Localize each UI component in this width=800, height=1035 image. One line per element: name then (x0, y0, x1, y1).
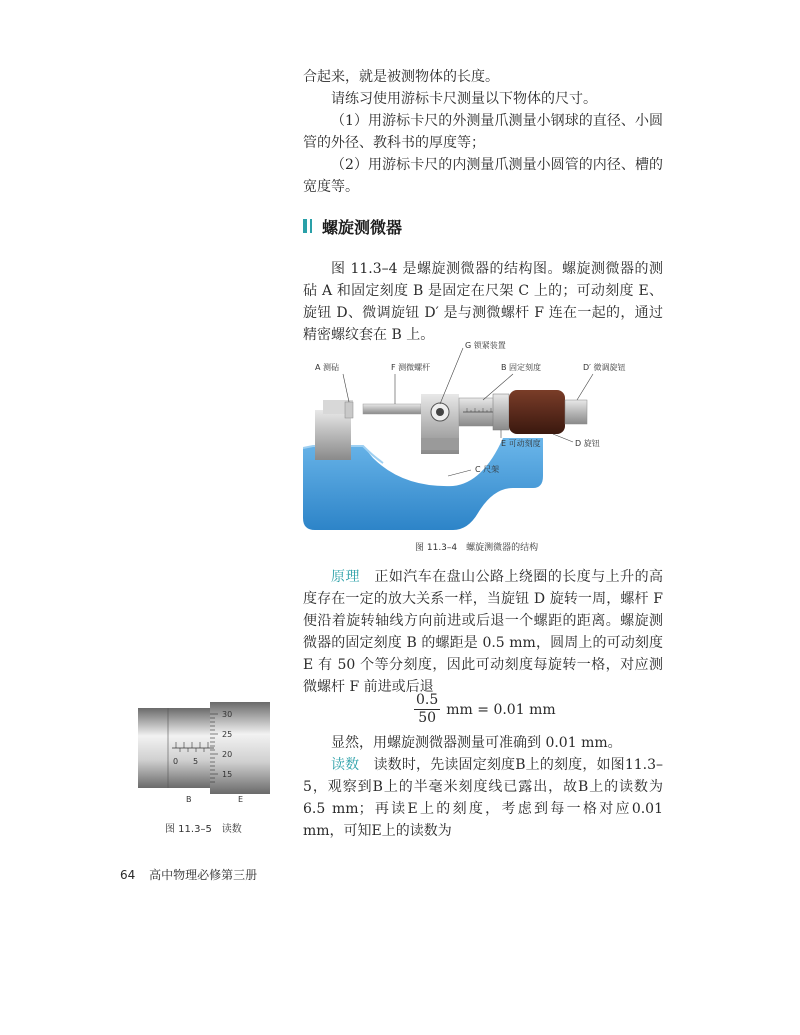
scale-label: 20 (222, 750, 233, 759)
intro-text: 图 11.3–4 是螺旋测微器的结构图。螺旋测微器的测砧 A 和固定刻度 B 是固定在尺架 C 上的；可动刻度 E、旋钮 D、微调旋钮 D′ 是与测微螺杆 F 连在一起的，通过精密螺纹套在 B 上。 (303, 261, 663, 343)
label-a: A 测砧 (315, 363, 340, 372)
formula (414, 692, 556, 727)
page-footer (120, 866, 257, 883)
reading-text: 读数时，先读固定刻度B上的刻度，如图11.3–5，观察到B上的半毫米刻度线已露出，故B上的读数为 6.5 mm；再读E上的刻度，考虑到每一格对应0.01 mm，可知E上的读数为 (303, 757, 664, 839)
b-label: B (186, 795, 192, 804)
label-d: D 旋钮 (575, 439, 600, 448)
principle-text: 正如汽车在盘山公路上绕圈的长度与上升的高度存在一定的放大关系一样，当旋钮 D 旋转一周，螺杆 F 便沿着旋转轴线方向前进或后退一个螺距的距离。螺旋测微器的固定刻度 B 的螺距是 0.5 mm，圆周上的可动刻度 E 有 50 个等分刻度，因此可动刻度每旋转一格，对应测微螺杆 F 前进或后退 (303, 569, 664, 695)
fraction-denominator: 50 (418, 710, 437, 726)
micrometer-illustration (303, 338, 663, 538)
scale-label: 15 (222, 770, 233, 779)
fraction (414, 692, 440, 727)
principle-keyword: 原理 (331, 569, 360, 585)
label-c: C 尺架 (475, 465, 500, 474)
page-number: 64 (120, 868, 136, 882)
section-heading (303, 214, 402, 238)
knob-d (509, 390, 565, 434)
label-f: F 测微螺杆 (391, 363, 431, 372)
section-title: 螺旋测微器 (322, 217, 403, 237)
fixed-label: 5 (193, 757, 199, 766)
top-paragraphs (303, 66, 663, 198)
label-dprime: D′ 微调旋钮 (583, 363, 626, 372)
reading-paragraphs (303, 732, 663, 842)
list-item: （2）用游标卡尺的内测量爪测量小圆管的内径、槽的宽度等。 (303, 157, 663, 195)
label-g: G 锁紧装置 (465, 341, 506, 350)
reading-figure (138, 698, 273, 808)
text-line: 请练习使用游标卡尺测量以下物体的尺寸。 (331, 91, 597, 107)
fixed-label: 0 (173, 757, 179, 766)
ratchet-dprime (565, 400, 587, 424)
spindle-f (363, 404, 421, 414)
figure1-caption: 图 11.3–4 螺旋测微器的结构 (415, 543, 539, 553)
text-line: 合起来，就是被测物体的长度。 (303, 69, 499, 85)
scale-label: 30 (222, 710, 233, 719)
section-marker-icon (310, 219, 312, 233)
intro-paragraph (303, 258, 663, 346)
after-formula-text: 显然，用螺旋测微器测量可准确到 0.01 mm。 (331, 735, 622, 751)
thimble-e (493, 394, 509, 430)
figure2-caption: 图 11.3–5 读数 (165, 824, 242, 835)
reading-illustration (138, 698, 273, 808)
fraction-numerator: 0.5 (416, 692, 439, 708)
label-e: E 可动刻度 (501, 439, 541, 448)
book-title: 高中物理必修第三册 (149, 868, 258, 882)
scale-label: 25 (222, 730, 233, 739)
formula-rest: mm = 0.01 mm (446, 701, 556, 718)
anvil-a (345, 402, 353, 418)
label-b: B 固定刻度 (501, 363, 542, 372)
principle-paragraph (303, 566, 663, 698)
list-item: （1）用游标卡尺的外测量爪测量小钢球的直径、小圆管的外径、教科书的厚度等； (303, 113, 663, 151)
e-label: E (238, 795, 244, 804)
micrometer-figure (303, 338, 663, 538)
reading-keyword: 读数 (331, 757, 360, 773)
thimble-cylinder (210, 702, 270, 794)
section-marker-icon (303, 219, 307, 233)
